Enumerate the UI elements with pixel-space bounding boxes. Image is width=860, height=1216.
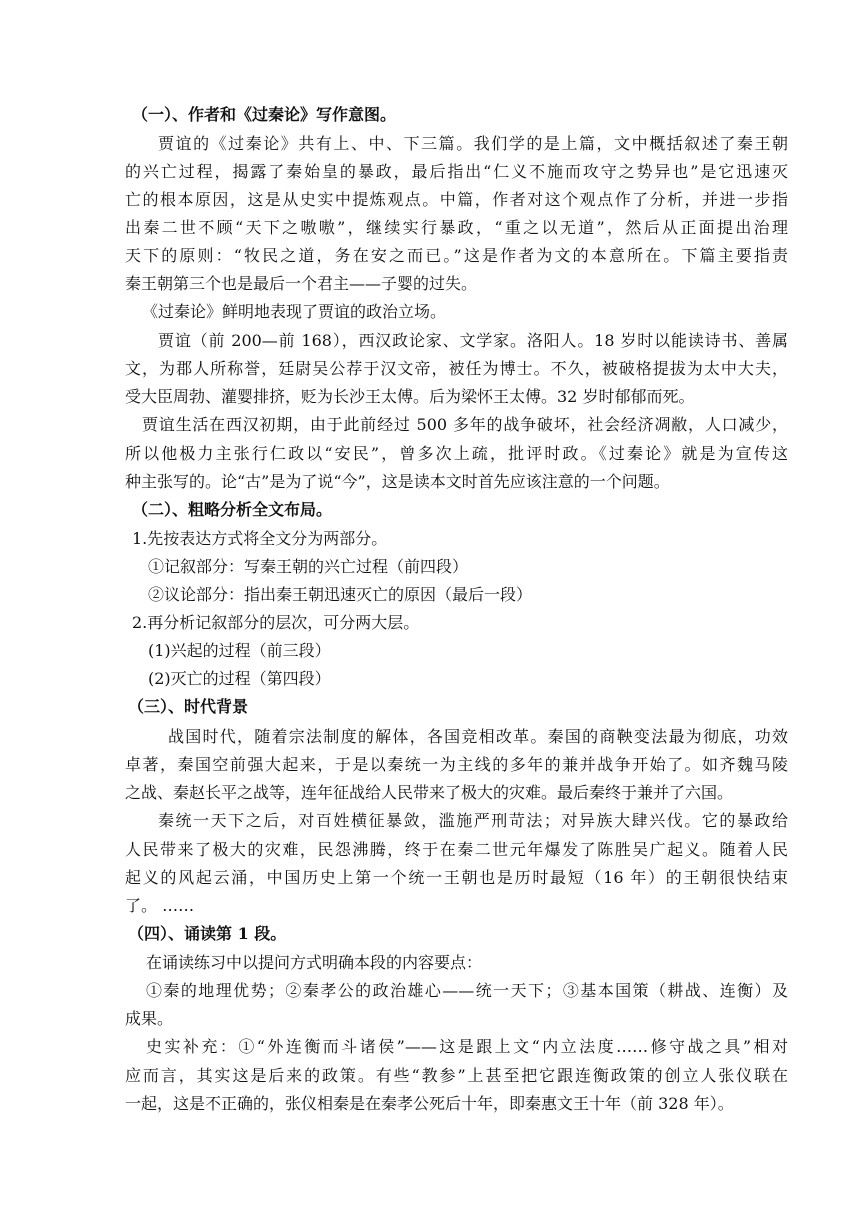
paragraph-line: 人民带来了极大的灾难，民怨沸腾，终于在秦二世元年爆发了陈胜吴广起义。随着人民 — [125, 840, 788, 859]
section-heading: （一）、作者和《过秦论》写作意图。 — [132, 105, 397, 124]
section-heading: （四）、诵读第 1 段。 — [128, 924, 287, 943]
paragraph-line: 贾谊的《过秦论》共有上、中、下三篇。我们学的是上篇，文中概括叙述了秦王朝 — [158, 134, 788, 153]
paragraph-line: ①秦的地理优势；②秦孝公的政治雄心——统一天下；③基本国策（耕战、连衡）及 — [146, 981, 788, 1000]
section-heading: （三）、时代背景 — [128, 697, 249, 716]
section-heading: （二）、粗略分析全文布局。 — [132, 500, 333, 519]
paragraph-line: 《过秦论》鲜明地表现了贾谊的政治立场。 — [142, 302, 447, 321]
paragraph-line: 了。 …… — [125, 896, 195, 915]
list-item: (2)灭亡的过程（第四段） — [148, 669, 331, 688]
paragraph-line: 所以他极力主张行仁政以“安民”，曾多次上疏，批评时政。《过秦论》就是为宣传这 — [125, 444, 788, 463]
list-item: ①记叙部分：写秦王朝的兴亡过程（前四段） — [148, 557, 469, 576]
paragraph-line: 之战、秦赵长平之战等，连年征战给人民带来了极大的灾难。最后秦终于兼并了六国。 — [125, 783, 734, 802]
paragraph-line: 天下的原则：“牧民之道，务在安之而已。”这是作者为文的本意所在。下篇主要指责 — [125, 246, 788, 265]
paragraph-line: 秦统一天下之后，对百姓横征暴敛，滥施严刑苛法；对异族大肆兴伐。它的暴政给 — [158, 811, 788, 830]
paragraph-line: 出秦二世不顾“天下之嗷嗷”，继续实行暴政，“重之以无道”，然后从正面提出治理 — [125, 218, 788, 237]
paragraph-line: 史实补充：①“外连衡而斗诸侯”——这是跟上文“内立法度……修守战之具”相对 — [146, 1037, 788, 1056]
paragraph-line: 贾谊生活在西汉初期，由于此前经过 500 多年的战争破坏，社会经济凋敝，人口减少， — [142, 415, 788, 434]
paragraph-line: 的兴亡过程，揭露了秦始皇的暴政，最后指出“仁义不施而攻守之势异也”是它迅速灭 — [125, 162, 788, 181]
paragraph-line: 在诵读练习中以提问方式明确本段的内容要点： — [146, 953, 483, 972]
paragraph-line: 应而言，其实这是后来的政策。有些“教参”上甚至把它跟连衡政策的创立人张仪联在 — [125, 1066, 788, 1085]
paragraph-line: 贾谊（前 200—前 168），西汉政论家、文学家。洛阳人。18 岁时以能读诗书、善属 — [158, 331, 788, 350]
paragraph-line: 卓著，秦国空前强大起来，于是以秦统一为主线的多年的兼并战争开始了。如齐魏马陵 — [125, 755, 788, 774]
paragraph-line: 受大臣周勃、灌婴排挤，贬为长沙王太傅。后为梁怀王太傅。32 岁时郁郁而死。 — [125, 387, 695, 406]
paragraph-line: 一起，这是不正确的，张仪相秦是在秦孝公死后十年，即秦惠文王十年（前 328 年）。 — [125, 1094, 734, 1113]
paragraph-line: 亡的根本原因，这是从史实中提炼观点。中篇，作者对这个观点作了分析，并进一步指 — [125, 190, 788, 209]
paragraph-line: 战国时代，随着宗法制度的解体，各国竞相改革。秦国的商鞅变法最为彻底，功效 — [168, 727, 788, 746]
paragraph-line: 成果。 — [125, 1009, 174, 1028]
list-item: 2.再分析记叙部分的层次，可分两大层。 — [132, 613, 420, 632]
paragraph-line: 秦王朝第三个也是最后一个君主——子婴的过失。 — [125, 274, 478, 293]
paragraph-line: 起义的风起云涌，中国历史上第一个统一王朝也是历时最短（16 年）的王朝很快结束 — [125, 868, 788, 887]
list-item: 1.先按表达方式将全文分为两部分。 — [132, 529, 388, 548]
list-item: ②议论部分：指出秦王朝迅速灭亡的原因（最后一段） — [148, 585, 533, 604]
paragraph-line: 种主张写的。论“古”是为了说“今”，这是读本文时首先应该注意的一个问题。 — [125, 472, 670, 491]
paragraph-line: 文，为郡人所称誉，廷尉吴公荐于汉文帝，被任为博士。不久，被破格提拔为太中大夫， — [125, 359, 788, 378]
list-item: (1)兴起的过程（前三段） — [148, 641, 331, 660]
